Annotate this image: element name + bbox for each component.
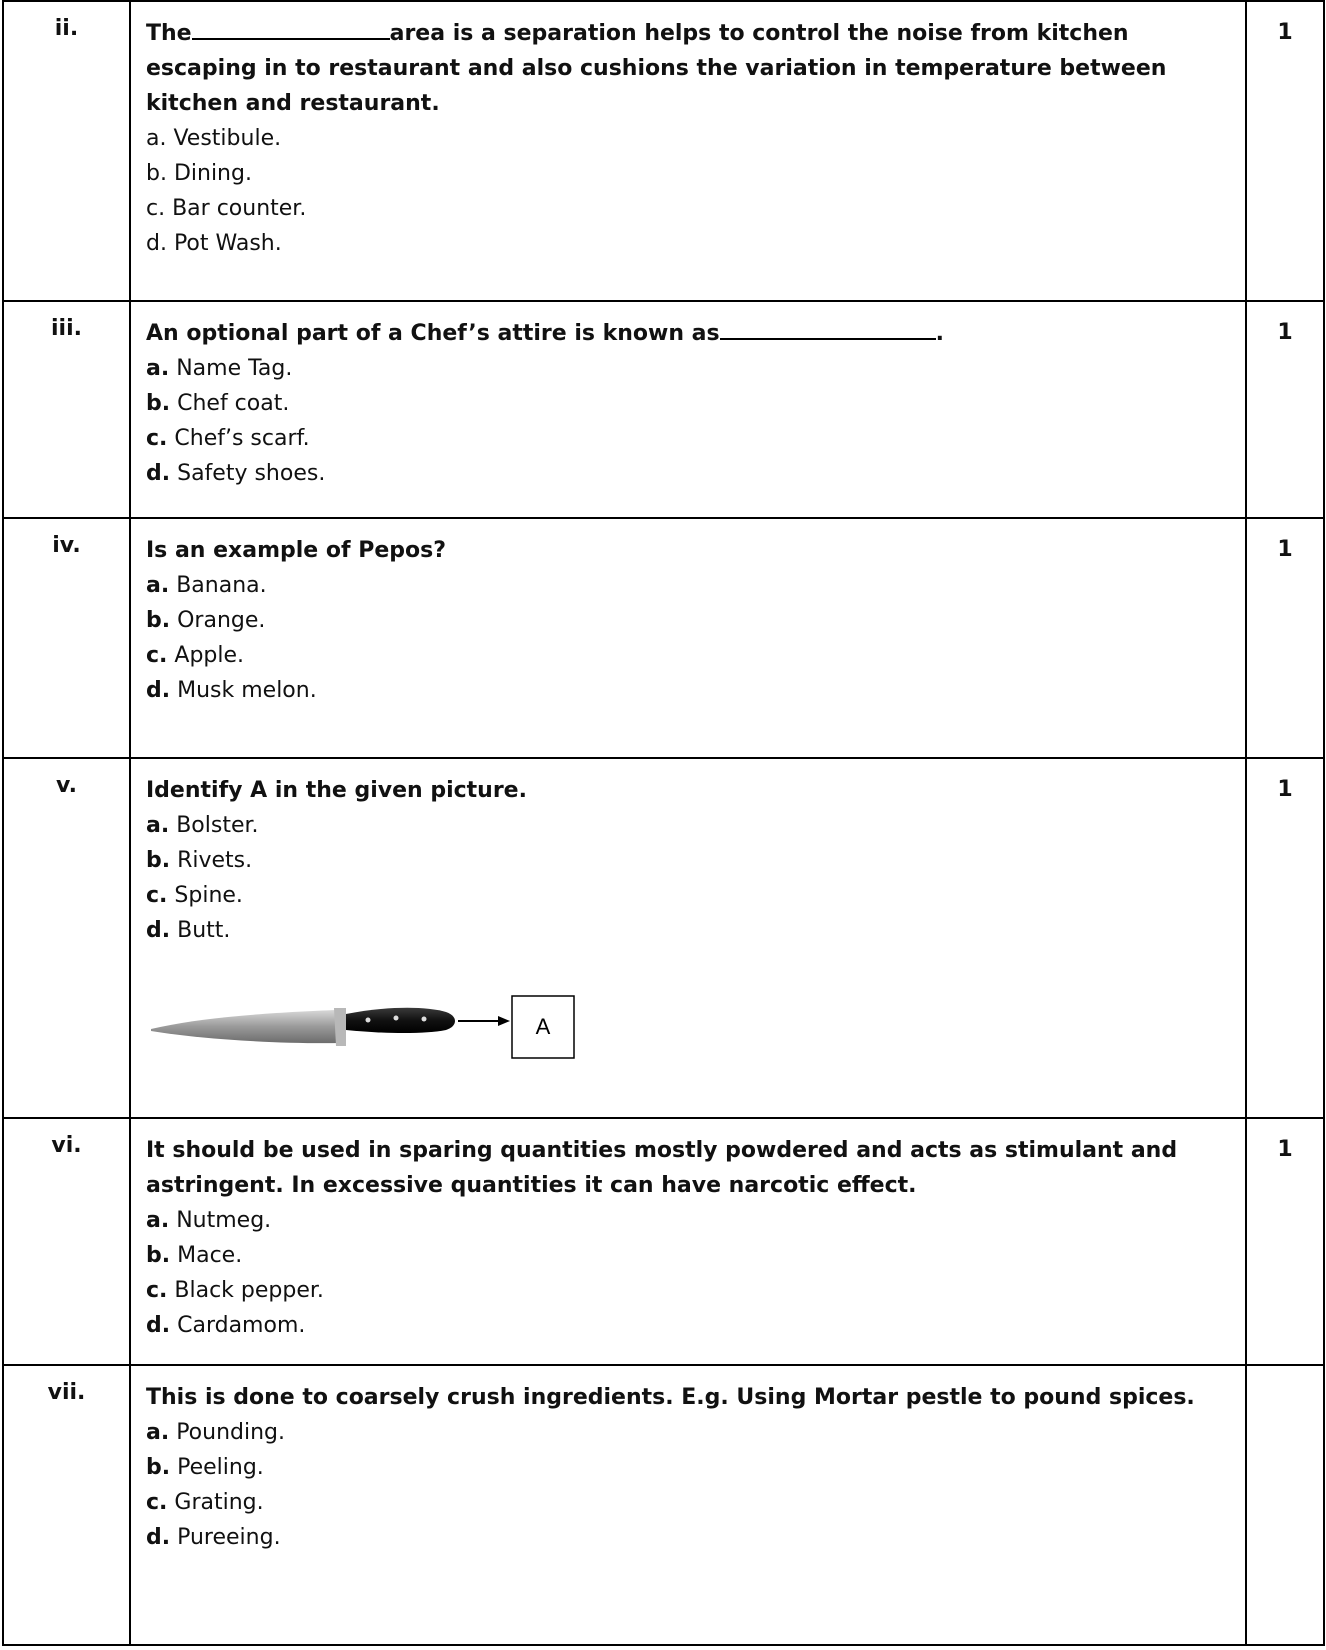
question-number: vi. (3, 1118, 130, 1365)
question-row-vi (3, 1118, 1324, 1365)
option-d: d. Pot Wash. (146, 231, 282, 256)
question-number: vii. (3, 1365, 130, 1645)
question-number: iii. (3, 301, 130, 518)
fill-in-blank (192, 16, 390, 40)
option-c: c. Spine. (146, 883, 243, 908)
option-d: d. Pureeing. (146, 1525, 281, 1550)
option-c: c. Black pepper. (146, 1278, 324, 1303)
question-number: ii. (3, 1, 130, 301)
question-row-vii (3, 1365, 1324, 1645)
option-a: a. Nutmeg. (146, 1208, 272, 1233)
chef-knife-icon (146, 988, 606, 1078)
option-d: d. Safety shoes. (146, 461, 326, 486)
question-row-v (3, 758, 1324, 1118)
option-d: d. Butt. (146, 918, 231, 943)
stem-text-before: An optional part of a Chef’s attire is known as (146, 321, 720, 346)
figure-label: A (535, 1014, 551, 1039)
question-cell (130, 518, 1246, 758)
question-stem (146, 316, 1233, 351)
option-a: a. Bolster. (146, 813, 259, 838)
option-c: c. Apple. (146, 643, 245, 668)
question-row-ii (3, 1, 1324, 301)
option-b: b. Dining. (146, 161, 252, 186)
question-number: iv. (3, 518, 130, 758)
option-a: a. Vestibule. (146, 126, 282, 151)
marks-value: 1 (1246, 518, 1324, 758)
question-stem: Identify A in the given picture. (146, 778, 527, 803)
question-row-iii (3, 301, 1324, 518)
marks-value: 1 (1246, 301, 1324, 518)
option-b: b. Rivets. (146, 848, 253, 873)
option-c: c. Chef’s scarf. (146, 426, 310, 451)
knife-bolster (334, 1008, 346, 1046)
question-stem: Is an example of Pepos? (146, 538, 446, 563)
question-sheet (2, 0, 1323, 1646)
question-number: v. (3, 758, 130, 1118)
option-c: c. Grating. (146, 1490, 264, 1515)
marks-value: 1 (1246, 1118, 1324, 1365)
question-stem: It should be used in sparing quantities mostly powdered and acts as stimulant and astringent. In excessive quantities it can have narcotic effect. (146, 1138, 1178, 1198)
question-stem (146, 16, 1233, 121)
fill-in-blank (720, 316, 936, 340)
option-b: b. Peeling. (146, 1455, 264, 1480)
knife-blade (151, 1010, 341, 1043)
question-cell (130, 1118, 1246, 1365)
rivet-icon (422, 1017, 427, 1022)
question-cell (130, 1365, 1246, 1645)
option-a: a. Pounding. (146, 1420, 286, 1445)
question-cell (130, 1, 1246, 301)
question-cell (130, 301, 1246, 518)
marks-value: 1 (1246, 758, 1324, 1118)
arrow-head-icon (498, 1016, 510, 1026)
question-table (2, 0, 1325, 1646)
question-stem: This is done to coarsely crush ingredients. E.g. Using Mortar pestle to pound spices. (146, 1385, 1195, 1410)
option-a: a. Name Tag. (146, 356, 293, 381)
stem-text-before: The (146, 21, 192, 46)
option-b: b. Orange. (146, 608, 266, 633)
rivet-icon (394, 1016, 399, 1021)
option-b: b. Chef coat. (146, 391, 290, 416)
option-d: d. Musk melon. (146, 678, 317, 703)
marks-value: 1 (1246, 1, 1324, 301)
rivet-icon (366, 1018, 371, 1023)
option-a: a. Banana. (146, 573, 267, 598)
option-c: c. Bar counter. (146, 196, 307, 221)
option-b: b. Mace. (146, 1243, 243, 1268)
stem-text-after: area is a separation helps to control the noise from kitchen escaping in to restaurant and also cushions the variation in temperature between kitchen and restaurant. (146, 21, 1167, 116)
option-d: d. Cardamom. (146, 1313, 306, 1338)
marks-value (1246, 1365, 1324, 1645)
stem-text-after: . (935, 321, 944, 346)
knife-figure (146, 988, 1233, 1078)
question-cell (130, 758, 1246, 1118)
knife-handle (346, 1008, 455, 1033)
question-row-iv (3, 518, 1324, 758)
